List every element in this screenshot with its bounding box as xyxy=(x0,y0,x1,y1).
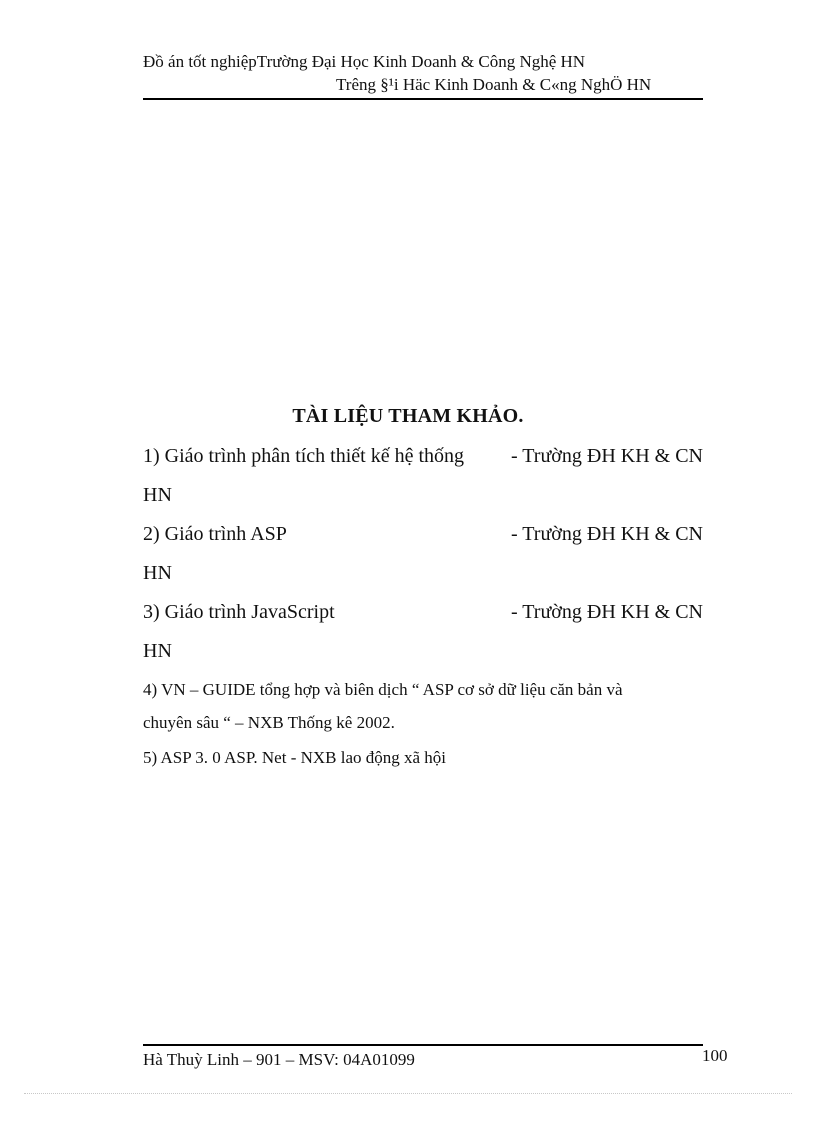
reference-2-source: - Trường ĐH KH & CN xyxy=(510,523,703,545)
reference-item-2 xyxy=(143,523,703,546)
footer-divider xyxy=(143,1044,703,1046)
reference-1-continuation: HN xyxy=(143,484,172,506)
reference-item-3 xyxy=(143,601,703,624)
page-title: TÀI LIỆU THAM KHẢO. xyxy=(292,405,524,427)
reference-3-title: 3) Giáo trình JavaScript xyxy=(143,601,335,623)
header-school-name-legacy-encoding: Trêng §¹i Häc Kinh Doanh & C«ng NghÖ HN xyxy=(336,75,652,94)
reference-1-source: - Trường ĐH KH & CN xyxy=(510,445,703,467)
reference-2-title: 2) Giáo trình ASP xyxy=(143,523,287,545)
reference-item-1 xyxy=(143,445,703,468)
reference-2-continuation: HN xyxy=(143,562,172,584)
reference-4-line-1: 4) VN – GUIDE tổng hợp và biên dịch “ ASP cơ sở dữ liệu căn bản và xyxy=(143,680,623,699)
header-school-name: Đồ án tốt nghiệpTrường Đại Học Kinh Doanh & Công Nghệ HN xyxy=(143,52,586,71)
page-number: 100 xyxy=(702,1046,728,1065)
reference-3-continuation: HN xyxy=(143,640,172,662)
reference-4-line-2: chuyên sâu “ – NXB Thống kê 2002. xyxy=(143,713,395,732)
page-bottom-dotted-border xyxy=(24,1093,792,1094)
reference-1-title: 1) Giáo trình phân tích thiết kế hệ thống xyxy=(143,445,465,467)
reference-3-source: - Trường ĐH KH & CN xyxy=(510,601,703,623)
header-divider xyxy=(143,98,703,100)
reference-item-5: 5) ASP 3. 0 ASP. Net - NXB lao động xã hội xyxy=(143,748,447,767)
footer-author: Hà Thuỳ Linh – 901 – MSV: 04A01099 xyxy=(143,1050,415,1069)
